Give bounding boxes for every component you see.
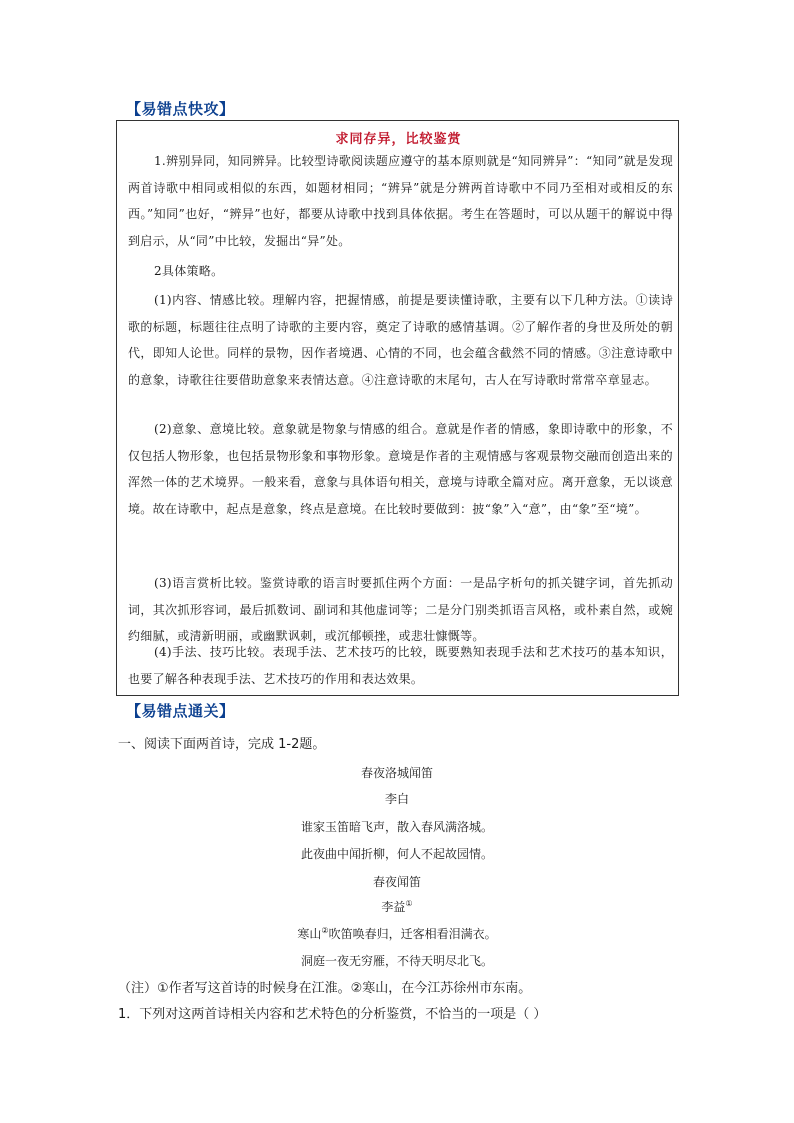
poem2-line: 洞庭一夜无穷雁，不待天明尽北飞。 <box>300 954 493 968</box>
poem2-line1-tail: 吹笛唤春归，迁客相看泪满衣。 <box>328 927 497 941</box>
poem1-author: 李白 <box>384 792 409 806</box>
question-intro: 一、阅读下面两首诗，完成 1-2题。 <box>118 737 326 752</box>
tips-paragraph-3: (1)内容、情感比较。理解内容，把握情感，前提是要读懂诗歌，主要有以下几种方法。①读诗歌的标题，标题往往点明了诗歌的主要内容，奠定了诗歌的感情基调。②了解作者的身世及所处的朝代，即知人论世。同样的景物，因作者境遇、心情的不同，也会蕴含截然不同的情感。③注意诗歌中的意象，诗歌往往要借助意象来表情达意。④注意诗歌的末尾句，古人在写诗歌时常常卒章显志。 <box>128 293 673 387</box>
footnote-mark: ① <box>405 899 413 908</box>
poem2-title: 春夜闻笛 <box>372 875 421 889</box>
tips-paragraph-2: 2具体策略。 <box>154 264 224 278</box>
footnote-mark: ② <box>321 926 329 935</box>
poem2-line <box>0 925 794 942</box>
section-heading-pass: 【易错点通关】 <box>126 702 235 720</box>
section-heading-quick-attack: 【易错点快攻】 <box>126 100 235 118</box>
poem1-line: 谁家玉笛暗飞声，散入春风满洛城。 <box>300 820 493 834</box>
poem2-author <box>0 898 794 915</box>
question-1: 1．下列对这两首诗相关内容和艺术特色的分析鉴赏，不恰当的一项是（ ） <box>118 1007 547 1022</box>
tips-box <box>116 120 679 696</box>
tips-box-title: 求同存异，比较鉴赏 <box>335 132 462 147</box>
tips-paragraph-4: (2)意象、意境比较。意象就是物象与情感的组合。意就是作者的情感，象即诗歌中的形象，不仅包括人物形象，也包括景物形象和事物形象。意境是作者的主观情感与客观景物交融而创造出来的浑然一体的艺术境界。一般来看，意象与具体语句相关，意境与诗歌全篇对应。离开意象，无以谈意境。故在诗歌中，起点是意象，终点是意境。在比较时要做到：披“象”入“意”，由“象”至“境”。 <box>128 422 673 516</box>
tips-paragraph-5: (3)语言赏析比较。鉴赏诗歌的语言时要抓住两个方面：一是品字析句的抓关键字词，首先抓动词，其次抓形容词，最后抓数词、副词和其他虚词等；二是分门别类抓语言风格，或朴素自然，或婉约细腻，或清新明丽，或幽默讽刺，或沉郁顿挫，或悲壮慷慨等。 <box>128 576 673 643</box>
footnote: （注）①作者写这首诗的时候身在江淮。②寒山，在今江苏徐州市东南。 <box>118 981 532 996</box>
poem1-title: 春夜洛城闻笛 <box>360 766 433 780</box>
poem2-line1-head: 寒山 <box>297 927 322 941</box>
poem1-line: 此夜曲中闻折柳，何人不起故园情。 <box>300 847 493 861</box>
poem2-author-name: 李益 <box>381 900 406 914</box>
tips-paragraph-1: 1.辨别异同，知同辨异。比较型诗歌阅读题应遵守的基本原则就是“知同辨异”：“知同”就是发现两首诗歌中相同或相似的东西，如题材相同；“辨异”就是分辨两首诗歌中不同乃至相对或相反的东西。”知同”也好，“辨异”也好，都要从诗歌中找到具体依据。考生在答题时，可以从题干的解说中得到启示，从“同”中比较，发掘出“异”处。 <box>128 154 673 248</box>
tips-paragraph-6: (4)手法、技巧比较。表现手法、艺术技巧的比较，既要熟知表现手法和艺术技巧的基本知识，也要了解各种表现手法、艺术技巧的作用和表达效果。 <box>128 645 673 686</box>
